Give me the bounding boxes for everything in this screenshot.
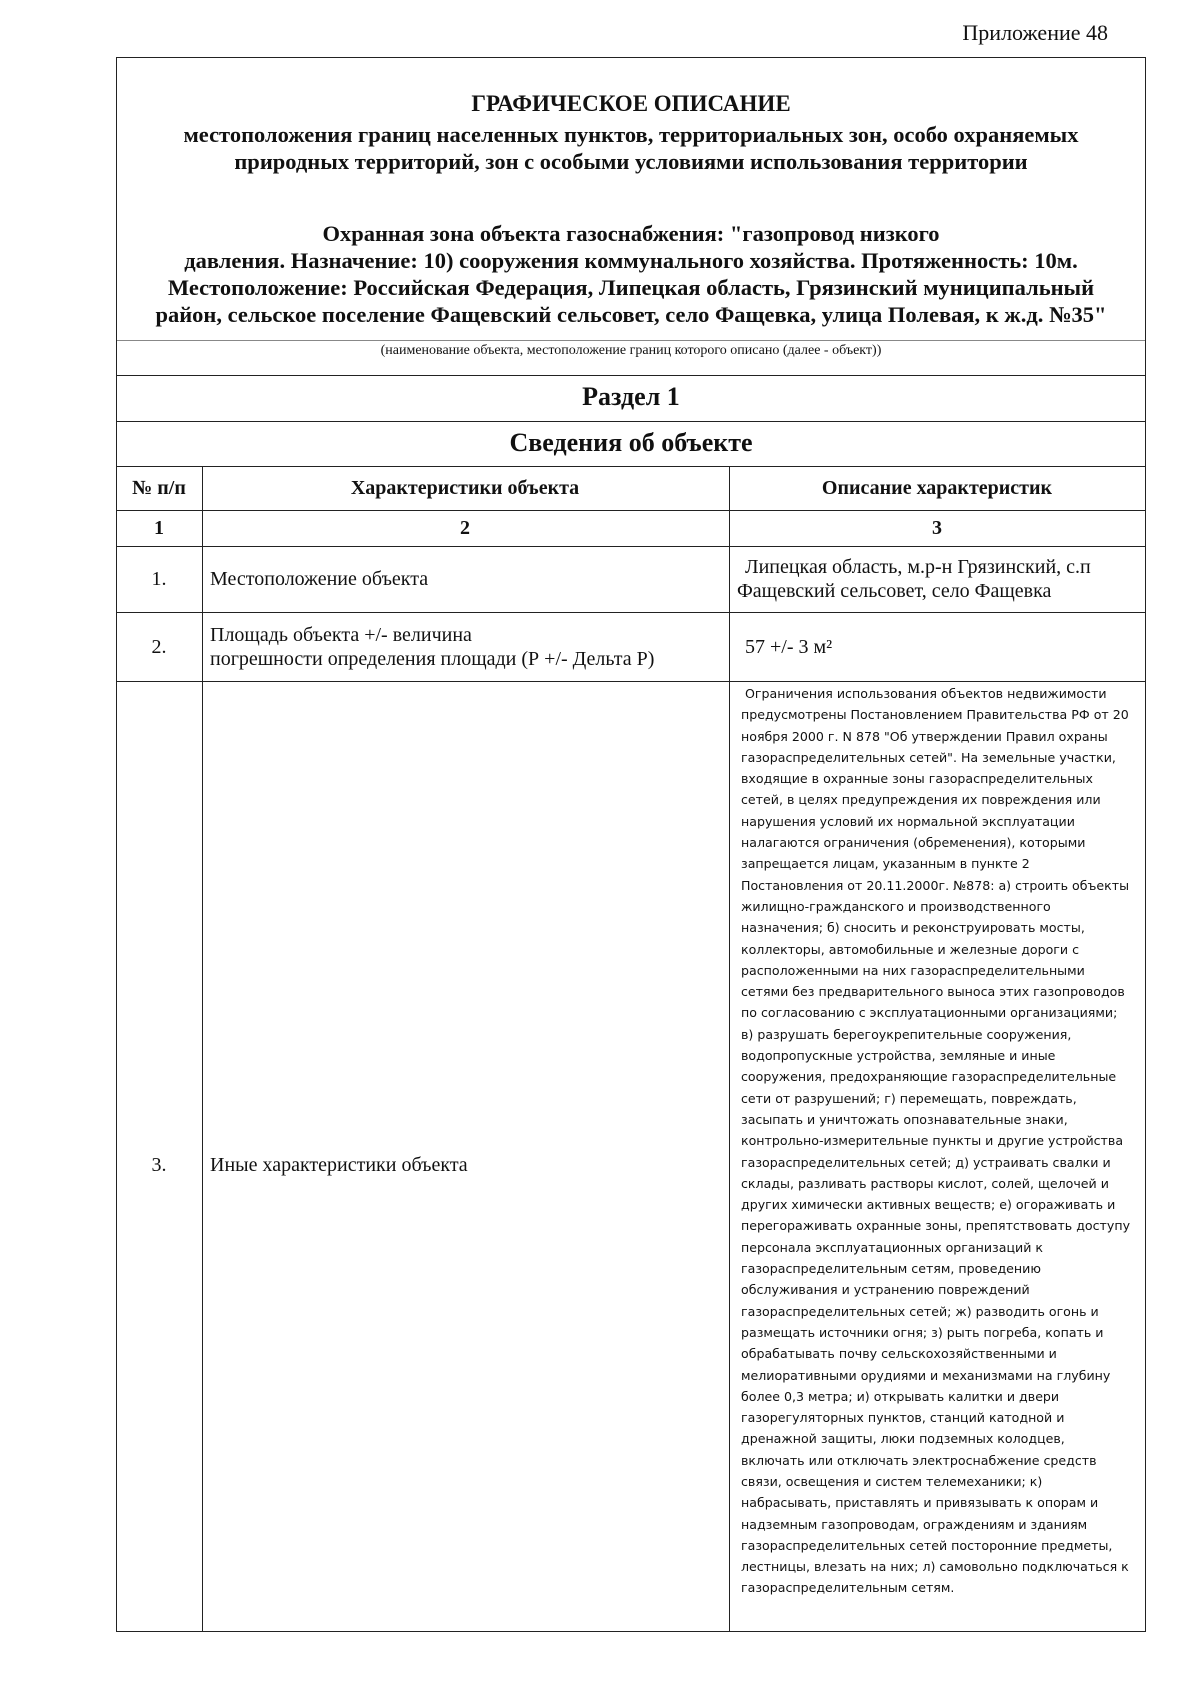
restriction-line: запрещается лицам, указанным в пункте 2 [741, 856, 1030, 872]
table-row-border [117, 681, 1145, 682]
restriction-line: Ограничения использования объектов недвижимости [741, 686, 1107, 701]
description-line: Фащевский сельсовет, село Фащевка [737, 580, 1052, 602]
restriction-line: жилищно-гражданского и производственного [741, 898, 1051, 914]
row-2-characteristic [210, 612, 726, 681]
restriction-line: включать или отключать электроснабжение средств [741, 1452, 1097, 1468]
row-3-number: 3. [151, 1154, 167, 1176]
subtitle-line: местоположения границ населенных пунктов, территориальных зон, особо охраняемых [183, 122, 1079, 147]
restriction-line: сетей, в целях предупреждения их повреждения или [741, 792, 1101, 808]
restriction-line: других химически активных веществ; е) огораживать и [741, 1197, 1116, 1213]
restriction-line: газораспределительных сетей посторонние предметы, [741, 1537, 1113, 1553]
restriction-line: надземным газопроводам, ограждениям и зданиям [741, 1516, 1088, 1532]
restriction-line: более 0,3 метра; и) открывать калитки и двери [741, 1388, 1060, 1404]
subtitle-line: природных территорий, зон с особыми условиями использования территории [234, 149, 1028, 174]
restriction-line: склады, разливать растворы кислот, солей, щелочей и [741, 1175, 1109, 1191]
restriction-line: Постановления от 20.11.2000г. №878: а) строить объекты [741, 877, 1130, 893]
header-description: Описание характеристик [821, 476, 1053, 499]
restriction-line: обрабатывать почву сельскохозяйственными и [741, 1346, 1057, 1362]
restriction-line: нарушения условий их нормальной эксплуатации [741, 813, 1075, 829]
restriction-line: мелиоративными орудиями и механизмами на глубину [741, 1367, 1111, 1383]
divider [117, 375, 1145, 376]
restriction-line: в) разрушать берегоукрепительные сооружения, [741, 1026, 1072, 1042]
restriction-line: по согласованию с эксплуатационными организациями; [741, 1005, 1118, 1021]
restriction-line: налагаются ограничения (обременения), которыми [741, 835, 1086, 851]
restriction-line: обслуживания и устранению повреждений [741, 1282, 1030, 1298]
restriction-line: сооружения, предохраняющие газораспределительные [741, 1069, 1117, 1085]
object-name [117, 220, 1145, 328]
column-number: 1 [154, 516, 164, 539]
row-2-description: 57 +/- 3 м² [745, 635, 833, 658]
row-3-description [741, 683, 1136, 1599]
row-1-description [737, 546, 1142, 612]
object-name-line: район, сельское поселение Фащевский сельсовет, село Фащевка, улица Полевая, к ж.д. №35" [155, 302, 1107, 327]
characteristic-line: Площадь объекта +/- величина [210, 623, 472, 646]
restriction-line: газорегуляторных пунктов, станций катодной и [741, 1410, 1065, 1426]
header-characteristic: Характеристики объекта [350, 476, 580, 499]
restriction-line: коллекторы, автомобильные и железные дороги с [741, 941, 1080, 957]
object-name-line: Местоположение: Российская Федерация, Липецкая область, Грязинский муниципальный [167, 275, 1095, 300]
object-caption: (наименование объекта, местоположение границ которого описано (далее - объект)) [380, 343, 882, 358]
column-divider [202, 466, 203, 1631]
divider [117, 340, 1145, 341]
row-1-number: 1. [151, 568, 167, 590]
restriction-line: дренажной защиты, люки подземных колодцев, [741, 1431, 1065, 1447]
row-1-characteristic: Местоположение объекта [210, 568, 429, 590]
restriction-line: персонала эксплуатационных организаций к [741, 1239, 1044, 1255]
row-3-characteristic: Иные характеристики объекта [210, 1154, 468, 1176]
characteristic-line: погрешности определения площади (Р +/- Дельта Р) [210, 647, 655, 670]
restriction-line: газораспределительных сетей; ж) разводить огонь и [741, 1303, 1099, 1319]
restriction-line: контрольно-измерительные пункты и другие устройства [741, 1133, 1124, 1149]
divider [117, 421, 1145, 422]
restriction-line: сетями без предварительного выноса этих газопроводов [741, 984, 1125, 1000]
restriction-line: газораспределительным сетям, проведению [741, 1261, 1041, 1277]
column-divider [729, 466, 730, 1631]
document-subtitle [117, 121, 1145, 175]
restriction-line: газораспределительным сетям. [741, 1580, 955, 1596]
document-title: ГРАФИЧЕСКОЕ ОПИСАНИЕ [471, 91, 791, 116]
restriction-line: связи, освещения и систем телемеханики; к) [741, 1473, 1043, 1489]
appendix-label: Приложение 48 [962, 20, 1108, 45]
description-line: Липецкая область, м.р-н Грязинский, с.п [745, 556, 1091, 578]
restriction-line: лестницы, влезать на них; л) самовольно подключаться к [741, 1559, 1129, 1575]
restriction-line: входящие в охранные зоны газораспределительных [741, 771, 1093, 787]
restriction-line: назначения; б) сносить и реконструировать мосты, [741, 920, 1085, 936]
header-number: № п/п [132, 476, 186, 499]
section-label: Раздел 1 [582, 382, 680, 411]
section-title: Сведения об объекте [509, 428, 753, 457]
document-header [117, 58, 1145, 340]
column-number: 2 [460, 516, 470, 539]
restriction-line: засыпать и уничтожать опознавательные знаки, [741, 1111, 1068, 1127]
object-name-line: Охранная зона объекта газоснабжения: "газопровод низкого [322, 221, 940, 246]
row-2-number: 2. [151, 635, 167, 658]
object-name-line: давления. Назначение: 10) сооружения коммунального хозяйства. Протяженность: 10м. [184, 248, 1078, 273]
restriction-line: расположенными на них газораспределительными [741, 962, 1085, 978]
restriction-line: ноября 2000 г. N 878 "Об утверждении Правил охраны [741, 728, 1108, 744]
column-number: 3 [932, 516, 942, 539]
restriction-line: размещать источники огня; з) рыть погреба, копать и [741, 1324, 1104, 1340]
restriction-line: газораспределительных сетей". На земельные участки, [741, 749, 1116, 765]
restriction-line: предусмотрены Постановлением Правительства РФ от 20 [741, 707, 1129, 723]
restriction-line: газораспределительных сетей; д) устраивать свалки и [741, 1154, 1111, 1170]
restriction-line: сети от разрушений; г) перемещать, повреждать, [741, 1090, 1077, 1106]
restriction-line: перегораживать охранные зоны, препятствовать доступу [741, 1218, 1131, 1234]
restriction-line: набрасывать, приставлять и привязывать к опорам и [741, 1495, 1099, 1511]
restriction-line: водопропускные устройства, земляные и иные [741, 1048, 1056, 1064]
